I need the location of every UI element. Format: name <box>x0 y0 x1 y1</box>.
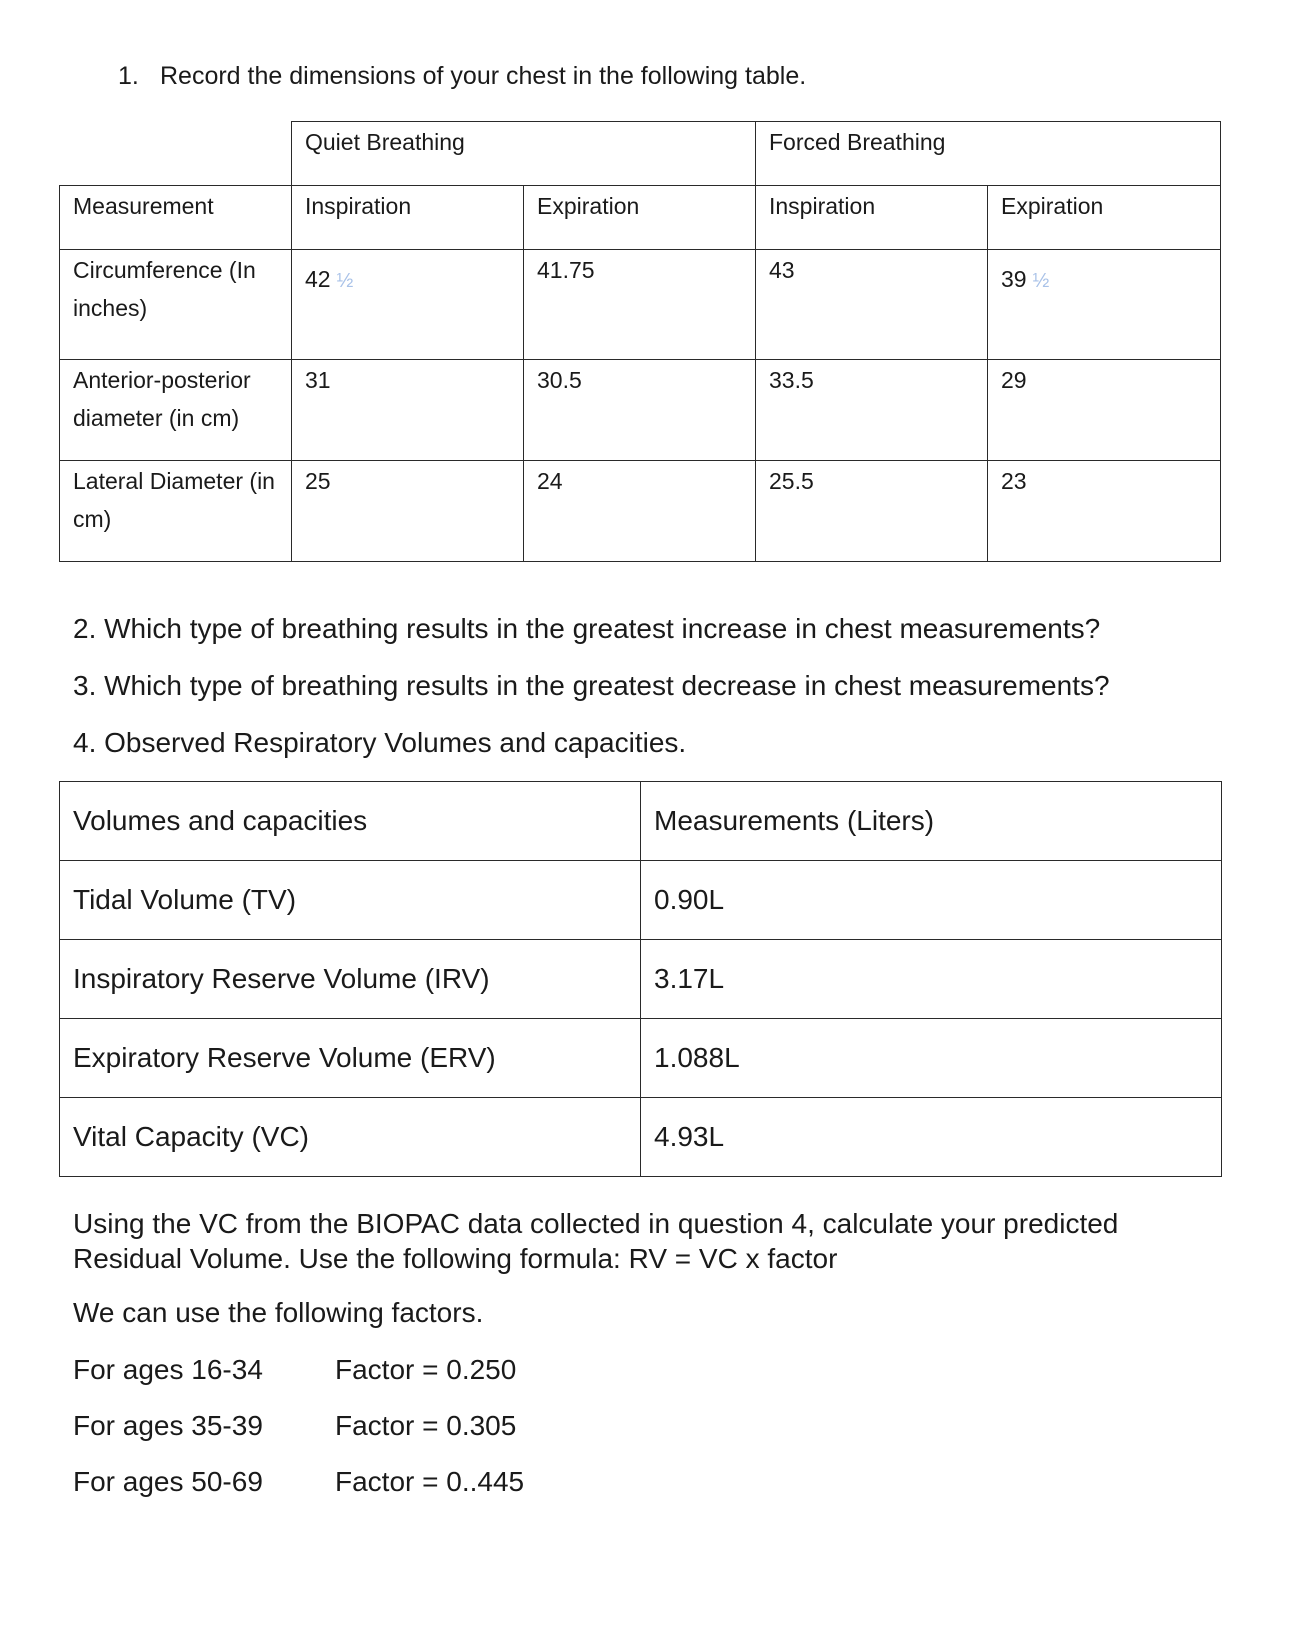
row-label: Circumference (In inches) <box>60 250 292 360</box>
table-cell: 23 <box>988 461 1221 562</box>
formula-instructions: Using the VC from the BIOPAC data collected in question 4, calculate your predicted Residual Volume. Use the following formula: RV = VC x factor <box>73 1208 1119 1274</box>
column-header-row <box>60 186 1221 250</box>
factor-row <box>73 1410 516 1442</box>
quiet-expiration-header: Expiration <box>524 186 756 250</box>
table-cell: 30.5 <box>524 360 756 461</box>
row-label: Tidal Volume (TV) <box>60 861 641 940</box>
table-cell: 29 <box>988 360 1221 461</box>
table-row <box>60 360 1221 461</box>
measurement-header: Measurement <box>60 186 292 250</box>
half-fraction: ½ <box>336 270 354 292</box>
factor-row <box>73 1354 516 1386</box>
column-header-row <box>60 782 1222 861</box>
quiet-inspiration-header: Inspiration <box>292 186 524 250</box>
factor-row <box>73 1466 524 1498</box>
table-cell: 0.90L <box>641 861 1222 940</box>
table-row <box>60 940 1222 1019</box>
row-label: Anterior-posterior diameter (in cm) <box>60 360 292 461</box>
row-label: Vital Capacity (VC) <box>60 1098 641 1177</box>
half-fraction: ½ <box>1032 270 1050 292</box>
factor-value: Factor = 0..445 <box>335 1466 525 1497</box>
table-row <box>60 461 1221 562</box>
table-cell: 24 <box>524 461 756 562</box>
question-4: 4. Observed Respiratory Volumes and capacities. <box>73 727 687 758</box>
cell-value: 42 <box>305 266 331 292</box>
age-range: For ages 35-39 <box>73 1410 263 1441</box>
age-range: For ages 50-69 <box>73 1466 263 1497</box>
question-1-number: 1. <box>118 62 139 90</box>
factor-value: Factor = 0.250 <box>335 1354 517 1385</box>
volumes-header: Volumes and capacities <box>60 782 641 861</box>
table-cell: 4.93L <box>641 1098 1222 1177</box>
question-1-text: Record the dimensions of your chest in the following table. <box>160 62 807 90</box>
table-row <box>60 1019 1222 1098</box>
factors-intro: We can use the following factors. <box>73 1297 484 1328</box>
row-label: Lateral Diameter (in cm) <box>60 461 292 562</box>
breathing-type-header-row <box>60 122 1221 186</box>
table-cell: 41.75 <box>524 250 756 360</box>
question-2: 2. Which type of breathing results in the greatest increase in chest measurements? <box>73 613 1101 644</box>
table-cell: 3.17L <box>641 940 1222 1019</box>
chest-dimensions-table <box>59 121 1221 562</box>
table-cell: 25.5 <box>756 461 988 562</box>
question-1 <box>118 62 806 91</box>
table-cell: 31 <box>292 360 524 461</box>
table-cell <box>292 250 524 360</box>
forced-inspiration-header: Inspiration <box>756 186 988 250</box>
table-cell: 1.088L <box>641 1019 1222 1098</box>
row-label: Inspiratory Reserve Volume (IRV) <box>60 940 641 1019</box>
quiet-breathing-header: Quiet Breathing <box>292 122 756 186</box>
forced-expiration-header: Expiration <box>988 186 1221 250</box>
table-cell <box>988 250 1221 360</box>
table-row <box>60 1098 1222 1177</box>
row-label: Expiratory Reserve Volume (ERV) <box>60 1019 641 1098</box>
table-cell: 25 <box>292 461 524 562</box>
empty-corner-cell <box>60 122 292 186</box>
respiratory-volumes-table <box>59 781 1222 1177</box>
cell-value: 39 <box>1001 266 1027 292</box>
table-row <box>60 250 1221 360</box>
factor-value: Factor = 0.305 <box>335 1410 517 1441</box>
table-row <box>60 861 1222 940</box>
question-3: 3. Which type of breathing results in the greatest decrease in chest measurements? <box>73 670 1110 701</box>
table-cell: 43 <box>756 250 988 360</box>
age-range: For ages 16-34 <box>73 1354 263 1385</box>
forced-breathing-header: Forced Breathing <box>756 122 1221 186</box>
table-cell: 33.5 <box>756 360 988 461</box>
measurements-header: Measurements (Liters) <box>641 782 1222 861</box>
